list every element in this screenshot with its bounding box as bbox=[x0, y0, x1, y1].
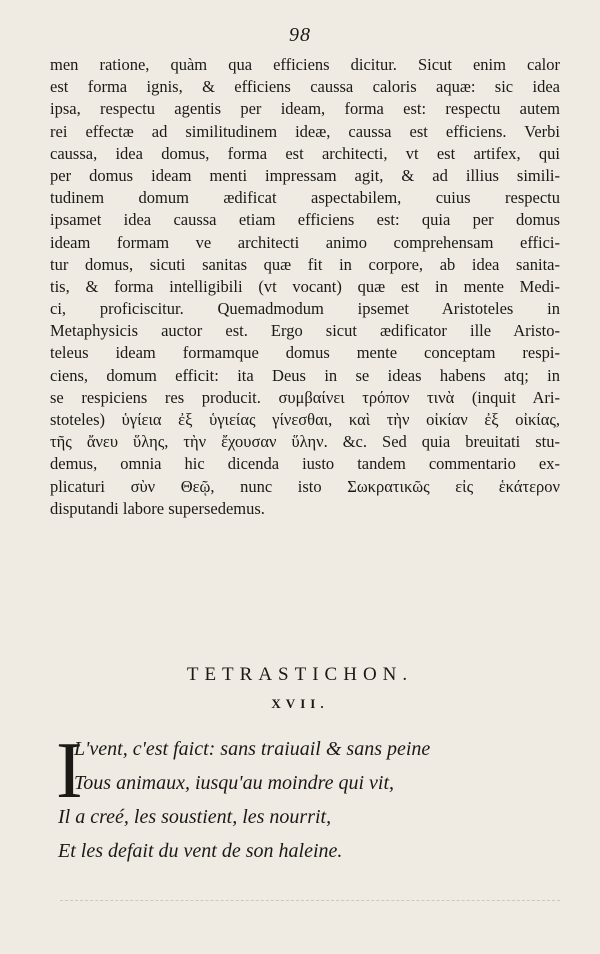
text-line: se respiciens res producit. συμβαίνει τρόπον τινὰ (inquit Ari- bbox=[50, 387, 560, 407]
text-line: ipsa, respectu agentis per ideam, forma est: respectu autem bbox=[50, 99, 560, 119]
text-line: per domus ideam menti impressam agit, & ad illius simili- bbox=[50, 165, 560, 185]
text-line: stoteles) ὑγίεια ἐξ ὑγιείας γίνεσθαι, καὶ τὴν οἰκίαν ἐξ οἰκίας, bbox=[50, 410, 560, 429]
text-line: teleus ideam formamque domus mente conceptam respi- bbox=[50, 343, 560, 363]
body-text bbox=[50, 54, 560, 520]
section-numeral: XVII. bbox=[271, 696, 329, 711]
drop-cap: I bbox=[56, 727, 83, 815]
text-line: tudinem domum ædificat aspectabilem, cuius respectu bbox=[50, 188, 560, 208]
poem-verse: Il a creé, les soustient, les nourrit, bbox=[58, 806, 332, 828]
text-line: tis, & forma intelligibili (vt vocant) quæ est in mente Medi- bbox=[50, 276, 560, 296]
text-line: tur domus, sicuti sanitas quæ fit in corpore, ab idea sanita- bbox=[50, 254, 560, 274]
text-line: plicaturi σὺν Θεῷ, nunc isto Σωκρατικῶς εἰς ἑκάτερον bbox=[50, 476, 560, 496]
poem-verse: L'vent, c'est faict: sans traiuail & sans peine bbox=[74, 738, 431, 760]
text-line: τῆς ἄνευ ὕλης, τὴν ἔχουσαν ὕλην. &c. Sed quia breuitati stu- bbox=[50, 432, 560, 452]
text-line: est forma ignis, & efficiens caussa caloris aquæ: sic idea bbox=[50, 77, 560, 97]
poem-verse: Tous animaux, iusqu'au moindre qui vit, bbox=[74, 772, 395, 794]
bottom-rule bbox=[60, 900, 560, 902]
text-line: demus, omnia hic dicenda iusto tandem commentario ex- bbox=[50, 454, 560, 474]
poem bbox=[56, 727, 556, 868]
text-line: rei effectæ ad similitudinem ideæ, caussa est efficiens. Verbi bbox=[50, 121, 560, 141]
text-line: ipsamet idea caussa etiam efficiens est: quia per domus bbox=[50, 210, 560, 230]
text-line: ideam formam ve architecti animo comprehensam effici- bbox=[50, 232, 560, 252]
text-line: disputandi labore supersedemus. bbox=[50, 498, 265, 518]
text-line: ciens, domum efficit: ita Deus in se ideas habens atq; in bbox=[50, 365, 560, 385]
section-heading: TETRASTICHON. bbox=[186, 664, 414, 685]
text-line: men ratione, quàm qua efficiens dicitur. Sicut enim calor bbox=[50, 55, 560, 74]
text-line: Metaphysicis auctor est. Ergo sicut ædificator ille Aristo- bbox=[50, 321, 560, 341]
text-line: caussa, idea domus, forma est architecti, vt est artifex, qui bbox=[50, 143, 560, 163]
text-line: ci, proficiscitur. Quemadmodum ipsemet Aristoteles in bbox=[50, 299, 560, 319]
poem-verse: Et les defait du vent de son haleine. bbox=[58, 840, 343, 862]
page-number: 98 bbox=[289, 24, 311, 46]
